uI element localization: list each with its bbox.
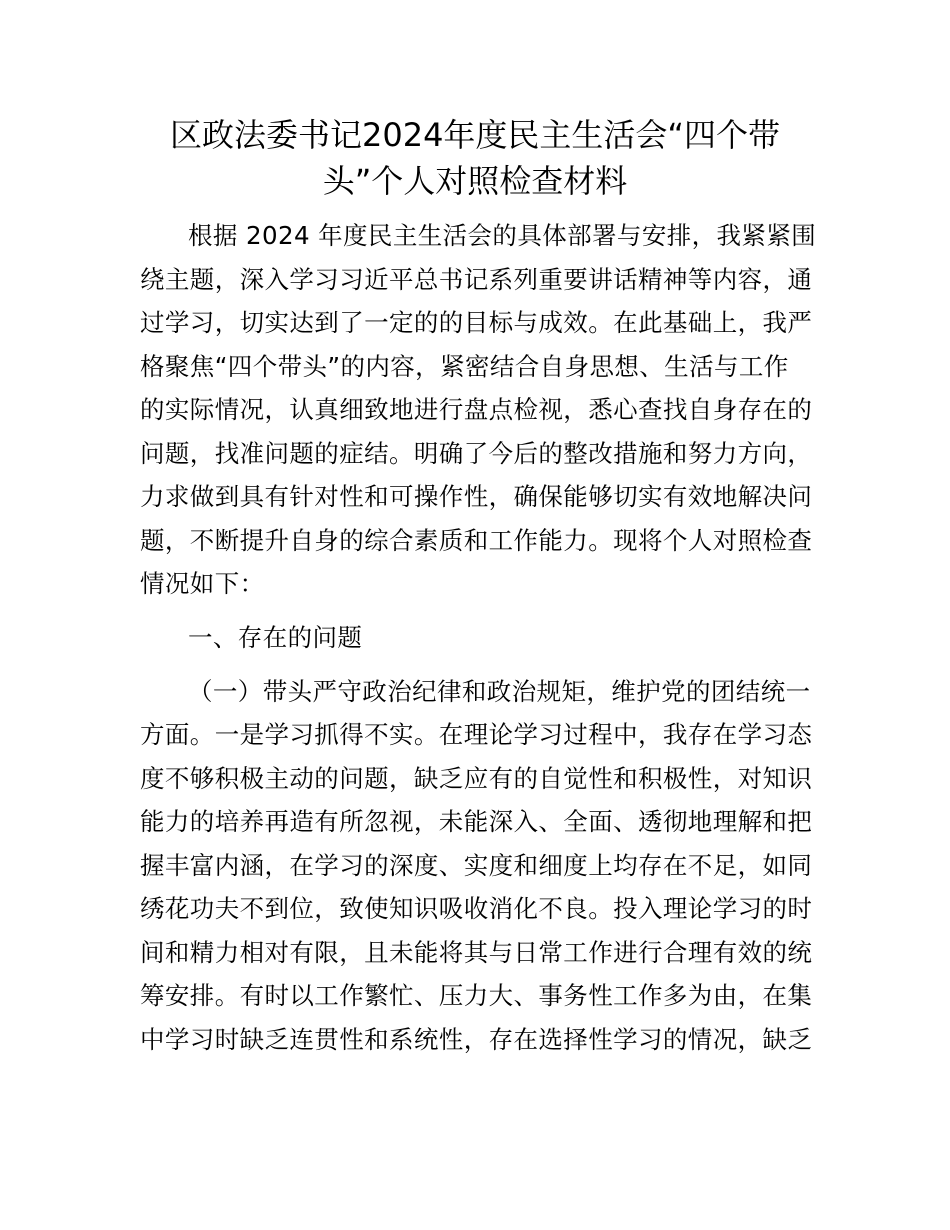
intro-paragraph-line: 过学习，切实达到了一定的的目标与成效。在此基础上，我严	[140, 308, 813, 337]
intro-paragraph-line: 题，不断提升自身的综合素质和工作能力。现将个人对照检查	[140, 526, 813, 555]
subsection-paragraph-line: 握丰富内涵，在学习的深度、实度和细度上均存在不足，如同	[140, 851, 813, 880]
subsection-paragraph-line: 方面。一是学习抓得不实。在理论学习过程中，我存在学习态	[140, 720, 813, 749]
intro-paragraph-line: 格聚焦“四个带头”的内容，紧密结合自身思想、生活与工作	[140, 352, 789, 381]
subsection-paragraph-line: 中学习时缺乏连贯性和系统性，存在选择性学习的情况，缺乏	[140, 1025, 813, 1054]
subsection-paragraph-line: （一）带头严守政治纪律和政治规矩，维护党的团结统一	[188, 677, 811, 706]
subsection-paragraph-line: 绣花功夫不到位，致使知识吸收消化不良。投入理论学习的时	[140, 894, 813, 923]
intro-paragraph-line: 问题，找准问题的症结。明确了今后的整改措施和努力方向，	[140, 439, 813, 468]
intro-paragraph-line: 根据 2024 年度民主生活会的具体部署与安排，我紧紧围	[188, 221, 817, 250]
intro-paragraph-line: 情况如下：	[140, 569, 265, 598]
document-title-line-1: 区政法委书记2024年度民主生活会“四个带	[169, 116, 781, 154]
intro-paragraph-line: 的实际情况，认真细致地进行盘点检视，悉心查找自身存在的	[140, 395, 813, 424]
document-title-line-2: 头”个人对照检查材料	[322, 162, 628, 200]
subsection-paragraph-line: 间和精力相对有限，且未能将其与日常工作进行合理有效的统	[140, 938, 813, 967]
intro-paragraph-line: 绕主题，深入学习习近平总书记系列重要讲话精神等内容，通	[140, 265, 813, 294]
subsection-paragraph-line: 能力的培养再造有所忽视，未能深入、全面、透彻地理解和把	[140, 807, 813, 836]
subsection-paragraph-line: 度不够积极主动的问题，缺乏应有的自觉性和积极性，对知识	[140, 764, 813, 793]
intro-paragraph-line: 力求做到具有针对性和可操作性，确保能够切实有效地解决问	[140, 482, 813, 511]
subsection-paragraph-line: 筹安排。有时以工作繁忙、压力大、事务性工作多为由，在集	[140, 981, 813, 1010]
section-heading: 一、存在的问题	[188, 623, 363, 652]
